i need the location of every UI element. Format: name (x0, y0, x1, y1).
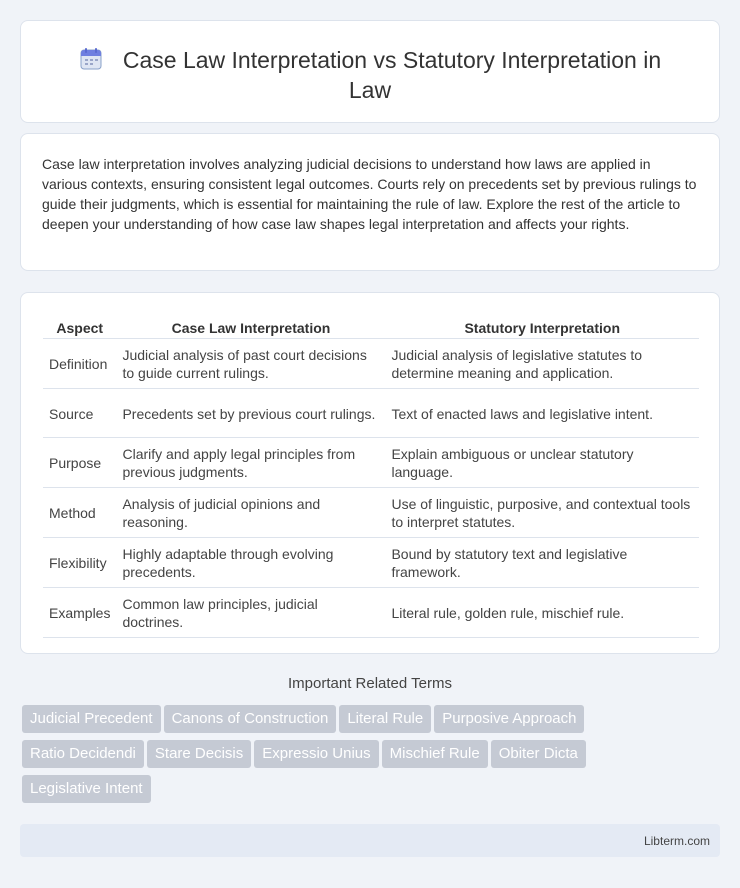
row-statutory: Explain ambiguous or unclear statutory language. (385, 438, 699, 488)
header-case-law: Case Law Interpretation (116, 315, 385, 339)
row-case-law: Analysis of judicial opinions and reasoning. (116, 488, 385, 538)
page-title (21, 45, 719, 105)
table-header-row (43, 315, 699, 339)
footer (20, 824, 720, 857)
tag-obiter-dicta[interactable]: Obiter Dicta (491, 740, 586, 768)
title-card (20, 20, 720, 123)
row-statutory: Judicial analysis of legislative statutes to determine meaning and application. (385, 339, 699, 389)
related-terms-heading: Important Related Terms (288, 675, 452, 692)
row-case-law: Highly adaptable through evolving precedents. (116, 538, 385, 588)
tag-judicial-precedent[interactable]: Judicial Precedent (22, 705, 161, 733)
intro-card (20, 133, 720, 271)
calendar-icon (79, 47, 103, 71)
row-aspect: Source (43, 389, 116, 438)
tag-legislative-intent[interactable]: Legislative Intent (22, 775, 151, 803)
row-statutory: Literal rule, golden rule, mischief rule. (385, 588, 699, 638)
row-aspect: Purpose (43, 438, 116, 488)
title-line-1: Case Law Interpretation vs Statutory Interpretation in (122, 47, 662, 73)
table-row (43, 488, 699, 538)
header-statutory: Statutory Interpretation (385, 315, 699, 339)
row-case-law: Precedents set by previous court rulings. (116, 389, 385, 438)
row-statutory: Bound by statutory text and legislative framework. (385, 538, 699, 588)
table-row (43, 339, 699, 389)
row-aspect: Method (43, 488, 116, 538)
comparison-card (20, 292, 720, 654)
tag-mischief-rule[interactable]: Mischief Rule (382, 740, 488, 768)
intro-paragraph: Case law interpretation involves analyzing judicial decisions to understand how laws are applied in various contexts, ensuring consistent legal outcomes. Courts rely on precedents set by previous rulings to guide their judgments, which is essential for maintaining the rule of law. Explore the rest of the article to deepen your understanding of how case law shapes legal interpretation and affects your rights. (42, 156, 697, 232)
tag-literal-rule[interactable]: Literal Rule (339, 705, 431, 733)
footer-site-link[interactable]: Libterm.com (643, 834, 710, 848)
row-case-law: Clarify and apply legal principles from previous judgments. (116, 438, 385, 488)
table-row (43, 538, 699, 588)
tag-ratio-decidendi[interactable]: Ratio Decidendi (22, 740, 144, 768)
table-row (43, 389, 699, 438)
table-row (43, 588, 699, 638)
tag-expressio-unius[interactable]: Expressio Unius (254, 740, 378, 768)
row-statutory: Text of enacted laws and legislative intent. (385, 389, 699, 438)
header-aspect: Aspect (43, 315, 116, 339)
title-line-2: Law (348, 77, 392, 103)
row-case-law: Judicial analysis of past court decisions to guide current rulings. (116, 339, 385, 389)
comparison-table (43, 315, 699, 638)
tag-purposive-approach[interactable]: Purposive Approach (434, 705, 584, 733)
row-statutory: Use of linguistic, purposive, and contextual tools to interpret statutes. (385, 488, 699, 538)
row-aspect: Flexibility (43, 538, 116, 588)
row-aspect: Examples (43, 588, 116, 638)
table-row (43, 438, 699, 488)
related-terms-list (22, 705, 722, 810)
row-case-law: Common law principles, judicial doctrines. (116, 588, 385, 638)
tag-stare-decisis[interactable]: Stare Decisis (147, 740, 251, 768)
row-aspect: Definition (43, 339, 116, 389)
tag-canons-of-construction[interactable]: Canons of Construction (164, 705, 337, 733)
